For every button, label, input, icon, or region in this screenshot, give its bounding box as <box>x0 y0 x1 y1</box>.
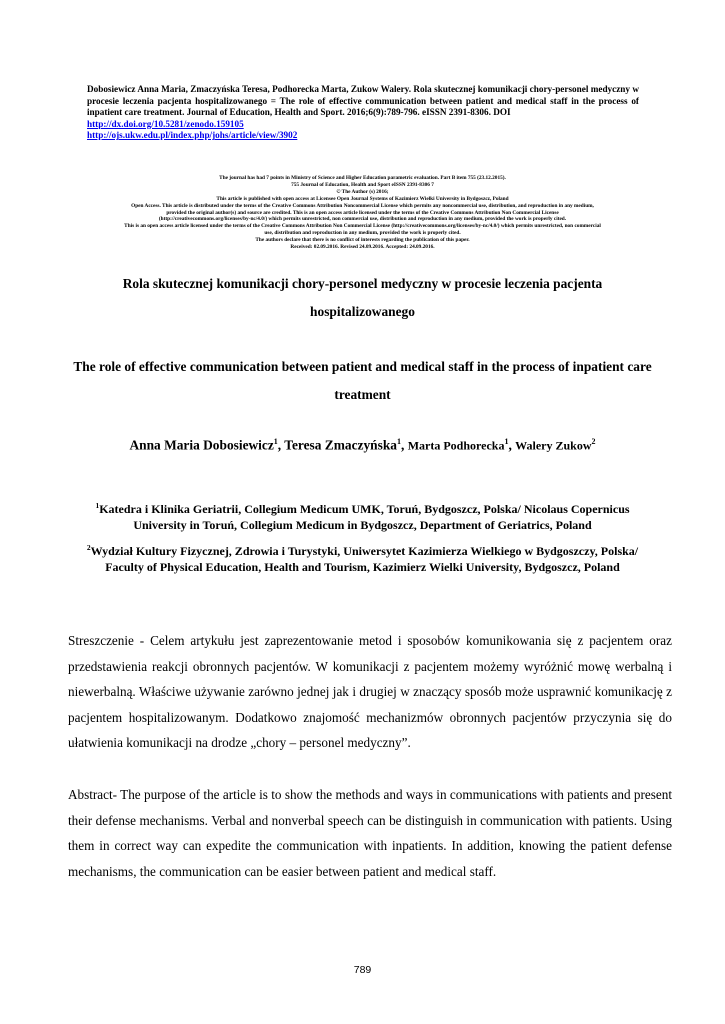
journal-info-line: This article is published with open access at Licensee Open Journal Systems of Kazimierz Wielki University in Bydgoszcz, Poland <box>216 195 509 202</box>
journal-info-line: (http://creativecommons.org/licenses/by-nc/4.0/) which permits unrestricted, non commercial use, distribution and reproduction in any medium, provided the work is properly cited. <box>158 216 567 223</box>
citation-text: Dobosiewicz Anna Maria, Zmaczyńska Teresa, Podhorecka Marta, Zukow Walery. Rola skutecznej komunikacji chory-personel medyczny w procesie leczenia pacjenta hospitalizowanego = The role of effective communication between patient and medical staff in the process of inpatient care treatment. Journal of Education, Health and Sport. 2016;6(9):789-796. eISSN 2391-8306. DOI <box>87 84 639 118</box>
title-english: The role of effective communication between patient and medical staff in the process of inpatient care treatment <box>73 359 652 402</box>
abstract-english: Abstract- The purpose of the article is to show the methods and ways in communications with patients and present their defense mechanisms. Verbal and nonverbal speech can be distinguish in communication with patients. Using them in correct way can expedite the communication with inpatients. In addition, knowing the patient defense mechanisms, the communication can be easier between patient and medical staff. <box>68 787 672 879</box>
author-affiliation-mark: 1 <box>396 437 401 446</box>
author-affiliation-mark: 1 <box>504 437 509 446</box>
journal-info-line: Received: 02.09.2016. Revised 24.09.2016. Accepted: 24.09.2016. <box>290 244 435 251</box>
journal-info <box>60 175 665 251</box>
affiliation-text: Katedra i Klinika Geriatrii, Collegium Medicum UMK, Toruń, Bydgoszcz, Polska/ Nicolaus Copernicus University in Toruń, Collegium Medicum in Bydgoszcz, Department of Geriatrics, Poland <box>99 502 630 533</box>
author-separator: , <box>400 437 408 453</box>
affiliation-2 <box>72 540 653 575</box>
citation-block <box>87 84 639 142</box>
author-separator: , <box>277 437 285 453</box>
affiliation-mark: 2 <box>86 543 91 552</box>
journal-info-line: 755 Journal of Education, Health and Sport eISSN 2391-8306 7 <box>291 181 434 188</box>
doi-link[interactable]: http://dx.doi.org/10.5281/zenodo.159105 <box>87 118 244 129</box>
author-separator: , <box>508 437 516 453</box>
journal-info-line: use, distribution and reproduction in any medium, provided the work is properly cited. <box>264 230 461 237</box>
journal-info-line: provided the original author(s) and source are credited. This is an open access article licensed under the terms of the Creative Commons Attribution Non Commercial License <box>166 209 559 216</box>
journal-info-line: Open Access. This article is distributed under the terms of the Creative Commons Attribution Noncommercial License which permits any noncommercial use, distribution, and reproduction in any medium, <box>131 202 594 209</box>
author-name: Walery Zukow <box>515 438 592 453</box>
journal-info-line: The journal has had 7 points in Ministry of Science and Higher Education parametric evaluation. Part B item 755 (23.12.2015). <box>219 175 506 181</box>
author-name: Anna Maria Dobosiewicz <box>129 437 274 453</box>
affiliation-text: Wydział Kultury Fizycznej, Zdrowia i Turystyki, Uniwersytet Kazimierza Wielkiego w Bydgoszczy, Polska/ Faculty of Physical Education, Health and Tourism, Kazimierz Wielki University, Bydgoszcz, Poland <box>90 544 639 575</box>
page-number: 789 <box>353 964 372 976</box>
author-name: Teresa Zmaczyńska <box>284 437 397 453</box>
author-name: Marta Podhorecka <box>407 438 505 453</box>
affiliation-1 <box>72 498 653 533</box>
journal-info-line: The authors declare that there is no conflict of interests regarding the publication of this paper. <box>255 237 470 244</box>
title-polish: Rola skutecznej komunikacji chory-personel medyczny w procesie leczenia pacjenta hospitalizowanego <box>122 276 603 319</box>
authors-line <box>60 437 665 453</box>
journal-info-line: This is an open access article licensed under the terms of the Creative Commons Attribution Non Commercial License (http://creativecommons.org/licenses/by-nc/4.0/) which permits unrestricted, non commercial <box>124 223 601 230</box>
author-affiliation-mark: 1 <box>273 437 278 446</box>
author-affiliation-mark: 2 <box>591 437 596 446</box>
journal-info-line: © The Author (s) 2016; <box>336 188 389 195</box>
journal-link[interactable]: http://ojs.ukw.edu.pl/index.php/johs/article/view/3902 <box>87 130 298 141</box>
affiliation-mark: 1 <box>95 501 100 510</box>
abstract-polish: Streszczenie - Celem artykułu jest zaprezentowanie metod i sposobów komunikowania się z pacjentem oraz przedstawienia reakcji obronnych pacjentów. W komunikacji z pacjentem możemy wyróżnić mowę werbalną i niewerbalną. Właściwe używanie zarówno jednej jak i drugiej w znaczący sposób może usprawnić komunikację z pacjentem hospitalizowanym. Dodatkowo znajomość mechanizmów obronnych pacjentów przyczynia się do ułatwienia komunikacji na drodze „chory – personel medyczny”. <box>68 633 672 751</box>
